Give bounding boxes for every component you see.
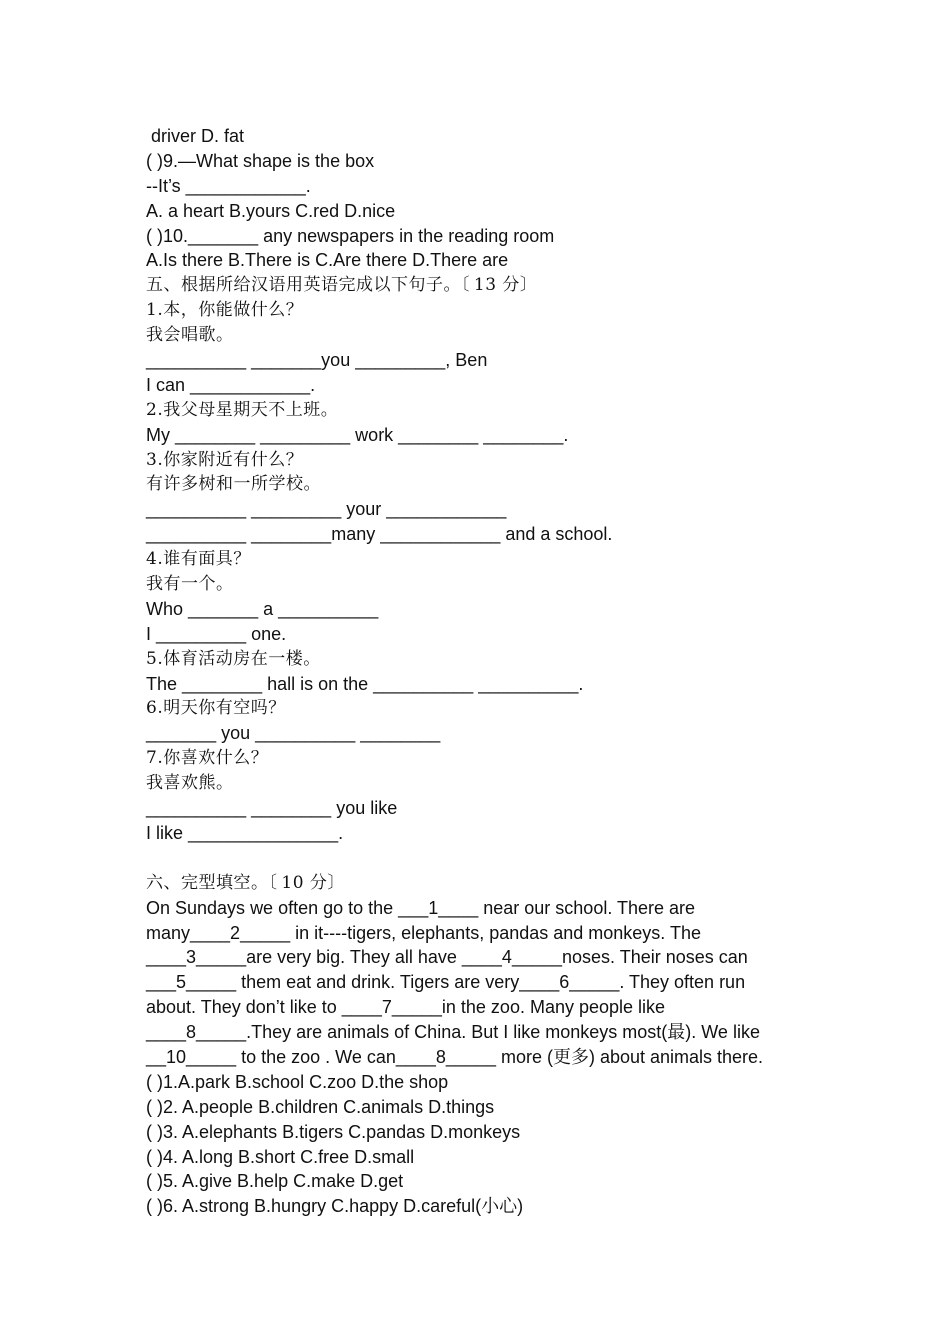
line-13: My ________ _________ work ________ ________. [146, 424, 569, 445]
section-6-heading: 六、完型填空。〔 10 分〕 [146, 872, 345, 893]
line-18: 4.谁有面具？ [146, 549, 251, 570]
line-23: The ________ hall is on the __________ __________. [146, 673, 584, 694]
passage-line-6: ____8_____.They are animals of China. But I like monkeys most(最). We like [146, 1022, 760, 1043]
line-12: 2.我父母星期天不上班。 [146, 399, 339, 420]
question-5: ( )5. A.give B.help C.make D.get [146, 1171, 404, 1192]
passage-line-4: ___5_____ them eat and drink. Tigers are very____6_____. They often run [146, 972, 746, 993]
line-21: I _________ one. [146, 623, 287, 644]
line-5: ( )10._______ any newspapers in the reading room [146, 225, 555, 246]
worksheet-content [146, 124, 926, 1219]
line-10: __________ _______you _________, Ben [146, 350, 488, 371]
line-14: 3.你家附近有什么？ [146, 449, 304, 470]
line-19: 我有一个。 [146, 574, 234, 595]
blank-line [146, 846, 926, 871]
passage-line-3: ____3_____are very big. They all have ____4_____noses. Their noses can [146, 947, 748, 968]
line-20: Who _______ a __________ [146, 598, 379, 619]
line-29: I like _______________. [146, 822, 344, 843]
passage-line-7: __10_____ to the zoo . We can____8_____ more (更多) about animals there. [146, 1046, 764, 1067]
line-2: ( )9.—What shape is the box [146, 150, 375, 171]
line-27: 我喜欢熊。 [146, 773, 234, 794]
line-17: __________ ________many ____________ and a school. [146, 524, 613, 545]
question-4: ( )4. A.long B.short C.free D.small [146, 1146, 415, 1167]
line-6: A.Is there B.There is C.Are there D.There are [146, 250, 509, 271]
line-24: 6.明天你有空吗？ [146, 698, 286, 719]
line-25: _______ you __________ ________ [146, 723, 441, 744]
passage-line-5: about. They don’t like to ____7_____in the zoo. Many people like [146, 997, 666, 1018]
line-8: 1.本，你能做什么？ [146, 300, 304, 321]
section-5-heading: 五、根据所给汉语用英语完成以下句子。〔 13 分〕 [146, 275, 538, 296]
passage-line-1: On Sundays we often go to the ___1____ near our school. There are [146, 897, 696, 918]
line-26: 7.你喜欢什么？ [146, 748, 269, 769]
line-1: driver D. fat [146, 126, 245, 146]
line-9: 我会唱歌。 [146, 325, 234, 346]
line-11: I can ____________. [146, 374, 316, 395]
question-2: ( )2. A.people B.children C.animals D.things [146, 1096, 495, 1117]
question-6: ( )6. A.strong B.hungry C.happy D.careful(小心) [146, 1196, 524, 1217]
question-3: ( )3. A.elephants B.tigers C.pandas D.monkeys [146, 1121, 521, 1142]
line-28: __________ ________ you like [146, 798, 398, 819]
passage-line-2: many____2_____ in it----tigers, elephants, pandas and monkeys. The [146, 922, 702, 943]
line-22: 5.体育活动房在一楼。 [146, 648, 321, 669]
line-15: 有许多树和一所学校。 [146, 474, 321, 495]
question-1: ( )1.A.park B.school C.zoo D.the shop [146, 1071, 449, 1092]
line-3: --It’s ____________. [146, 175, 311, 196]
line-4: A. a heart B.yours C.red D.nice [146, 200, 396, 221]
line-16: __________ _________ your ____________ [146, 499, 507, 520]
